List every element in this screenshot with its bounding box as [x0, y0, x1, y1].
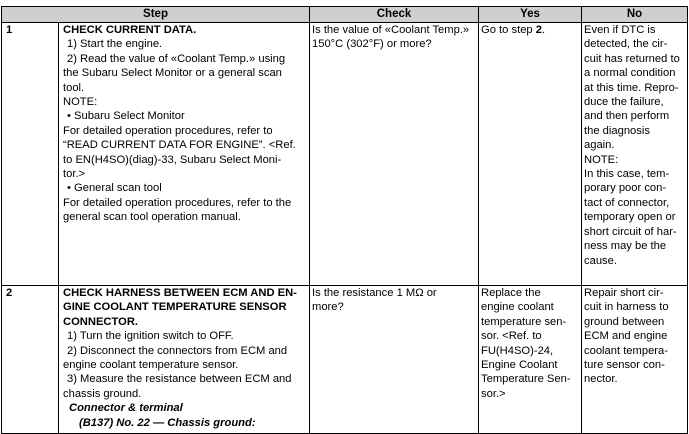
step-title: CHECK HARNESS BETWEEN ECM AND EN-: [63, 287, 297, 299]
step-number: 2: [2, 286, 59, 434]
yes-text: temperature sen-: [481, 315, 567, 328]
step-item: 2) Disconnect the connectors from ECM and: [67, 344, 288, 357]
no-text: Even if DTC is: [584, 24, 656, 36]
no-text: coolant tempera-: [584, 344, 668, 357]
check-text: Is the resistance 1 MΩ or: [312, 287, 437, 299]
note-text: For detailed operation procedures, refer to: [63, 124, 273, 137]
step-item: 3) Measure the resistance between ECM and: [67, 373, 292, 386]
yes-step-link: 2: [535, 24, 542, 36]
note-text: “READ CURRENT DATA FOR ENGINE”. <Ref.: [63, 139, 296, 152]
yes-text: sor. <Ref. to: [481, 330, 542, 343]
header-row: [2, 7, 688, 23]
no-text: NOTE:: [584, 153, 619, 166]
table-row-1: [2, 23, 688, 286]
step-item-cont: engine coolant temperature sensor.: [63, 359, 239, 372]
table-row-2: [2, 286, 688, 434]
note-bullet: • General scan tool: [67, 182, 162, 195]
no-text: ECM and engine: [584, 330, 668, 343]
check-text: 150°C (302°F) or more?: [312, 38, 432, 51]
diagnostic-table: [1, 6, 688, 434]
no-text: cuit has returned to: [584, 52, 680, 65]
yes-text: Replace the: [481, 287, 541, 299]
no-text: cause.: [584, 254, 617, 267]
no-text: detected, the cir-: [584, 38, 668, 51]
check-cell: [310, 23, 479, 286]
step-title: GINE COOLANT TEMPERATURE SENSOR: [63, 301, 287, 314]
yes-text: engine coolant: [481, 301, 554, 314]
no-text: ground between: [584, 315, 665, 328]
check-text: Is the value of «Coolant Temp.»: [312, 24, 470, 36]
no-text: In this case, tem-: [584, 168, 670, 181]
step-number: 1: [2, 23, 59, 286]
header-yes: Yes: [479, 7, 582, 23]
step-title: CHECK CURRENT DATA.: [63, 24, 197, 36]
yes-cell: [479, 286, 582, 434]
no-text: ture sensor con-: [584, 359, 665, 372]
step-item: 1) Start the engine.: [67, 38, 163, 51]
step-item-cont: chassis ground.: [63, 387, 142, 400]
yes-text: sor.>: [481, 387, 506, 400]
note-label: NOTE:: [63, 96, 98, 109]
yes-text: Engine Coolant: [481, 359, 558, 372]
connector-terminal: (B137) No. 22 — Chassis ground:: [79, 416, 256, 429]
no-text: again.: [584, 139, 615, 152]
no-text: porary poor con-: [584, 182, 667, 195]
no-text: the diagnosis: [584, 124, 650, 137]
yes-text: [481, 23, 579, 37]
check-text: more?: [312, 301, 344, 314]
no-text: tact of connector,: [584, 196, 670, 209]
no-text: duce the failure,: [584, 96, 664, 109]
yes-suffix: .: [541, 24, 546, 36]
step-description: [59, 286, 310, 434]
step-item-cont: the Subaru Select Monitor or a general scan: [63, 67, 282, 80]
yes-prefix: Go to step: [481, 24, 536, 36]
no-text: at this time. Repro-: [584, 81, 679, 94]
note-bullet: • Subaru Select Monitor: [67, 110, 185, 123]
note-text: general scan tool operation manual.: [63, 211, 241, 224]
no-text: ness may be the: [584, 240, 667, 253]
no-text: temporary open or: [584, 211, 676, 224]
no-cell: [582, 23, 688, 286]
step-item-cont: tool.: [63, 81, 85, 94]
no-text: Repair short cir-: [584, 287, 664, 299]
step-item: 1) Turn the ignition switch to OFF.: [67, 330, 234, 343]
note-text: to EN(H4SO)(diag)-33, Subaru Select Moni-: [63, 153, 282, 166]
step-description: [59, 23, 310, 286]
header-check: Check: [310, 7, 479, 23]
note-text: tor.>: [63, 168, 86, 181]
step-title: CONNECTOR.: [63, 315, 139, 328]
yes-cell: [479, 23, 582, 286]
no-cell: [582, 286, 688, 434]
header-no: No: [582, 7, 688, 23]
check-cell: [310, 286, 479, 434]
no-text: short circuit of har-: [584, 225, 677, 238]
note-text: For detailed operation procedures, refer to the: [63, 196, 292, 209]
yes-text: FU(H4SO)-24,: [481, 344, 554, 357]
yes-text: Temperature Sen-: [481, 373, 571, 386]
no-text: a normal condition: [584, 67, 676, 80]
header-step: Step: [2, 7, 310, 23]
no-text: cuit in harness to: [584, 301, 669, 314]
no-text: and then perform: [584, 110, 670, 123]
connector-heading: Connector & terminal: [69, 402, 183, 415]
step-item: 2) Read the value of «Coolant Temp.» using: [67, 52, 286, 65]
no-text: nector.: [584, 373, 618, 386]
